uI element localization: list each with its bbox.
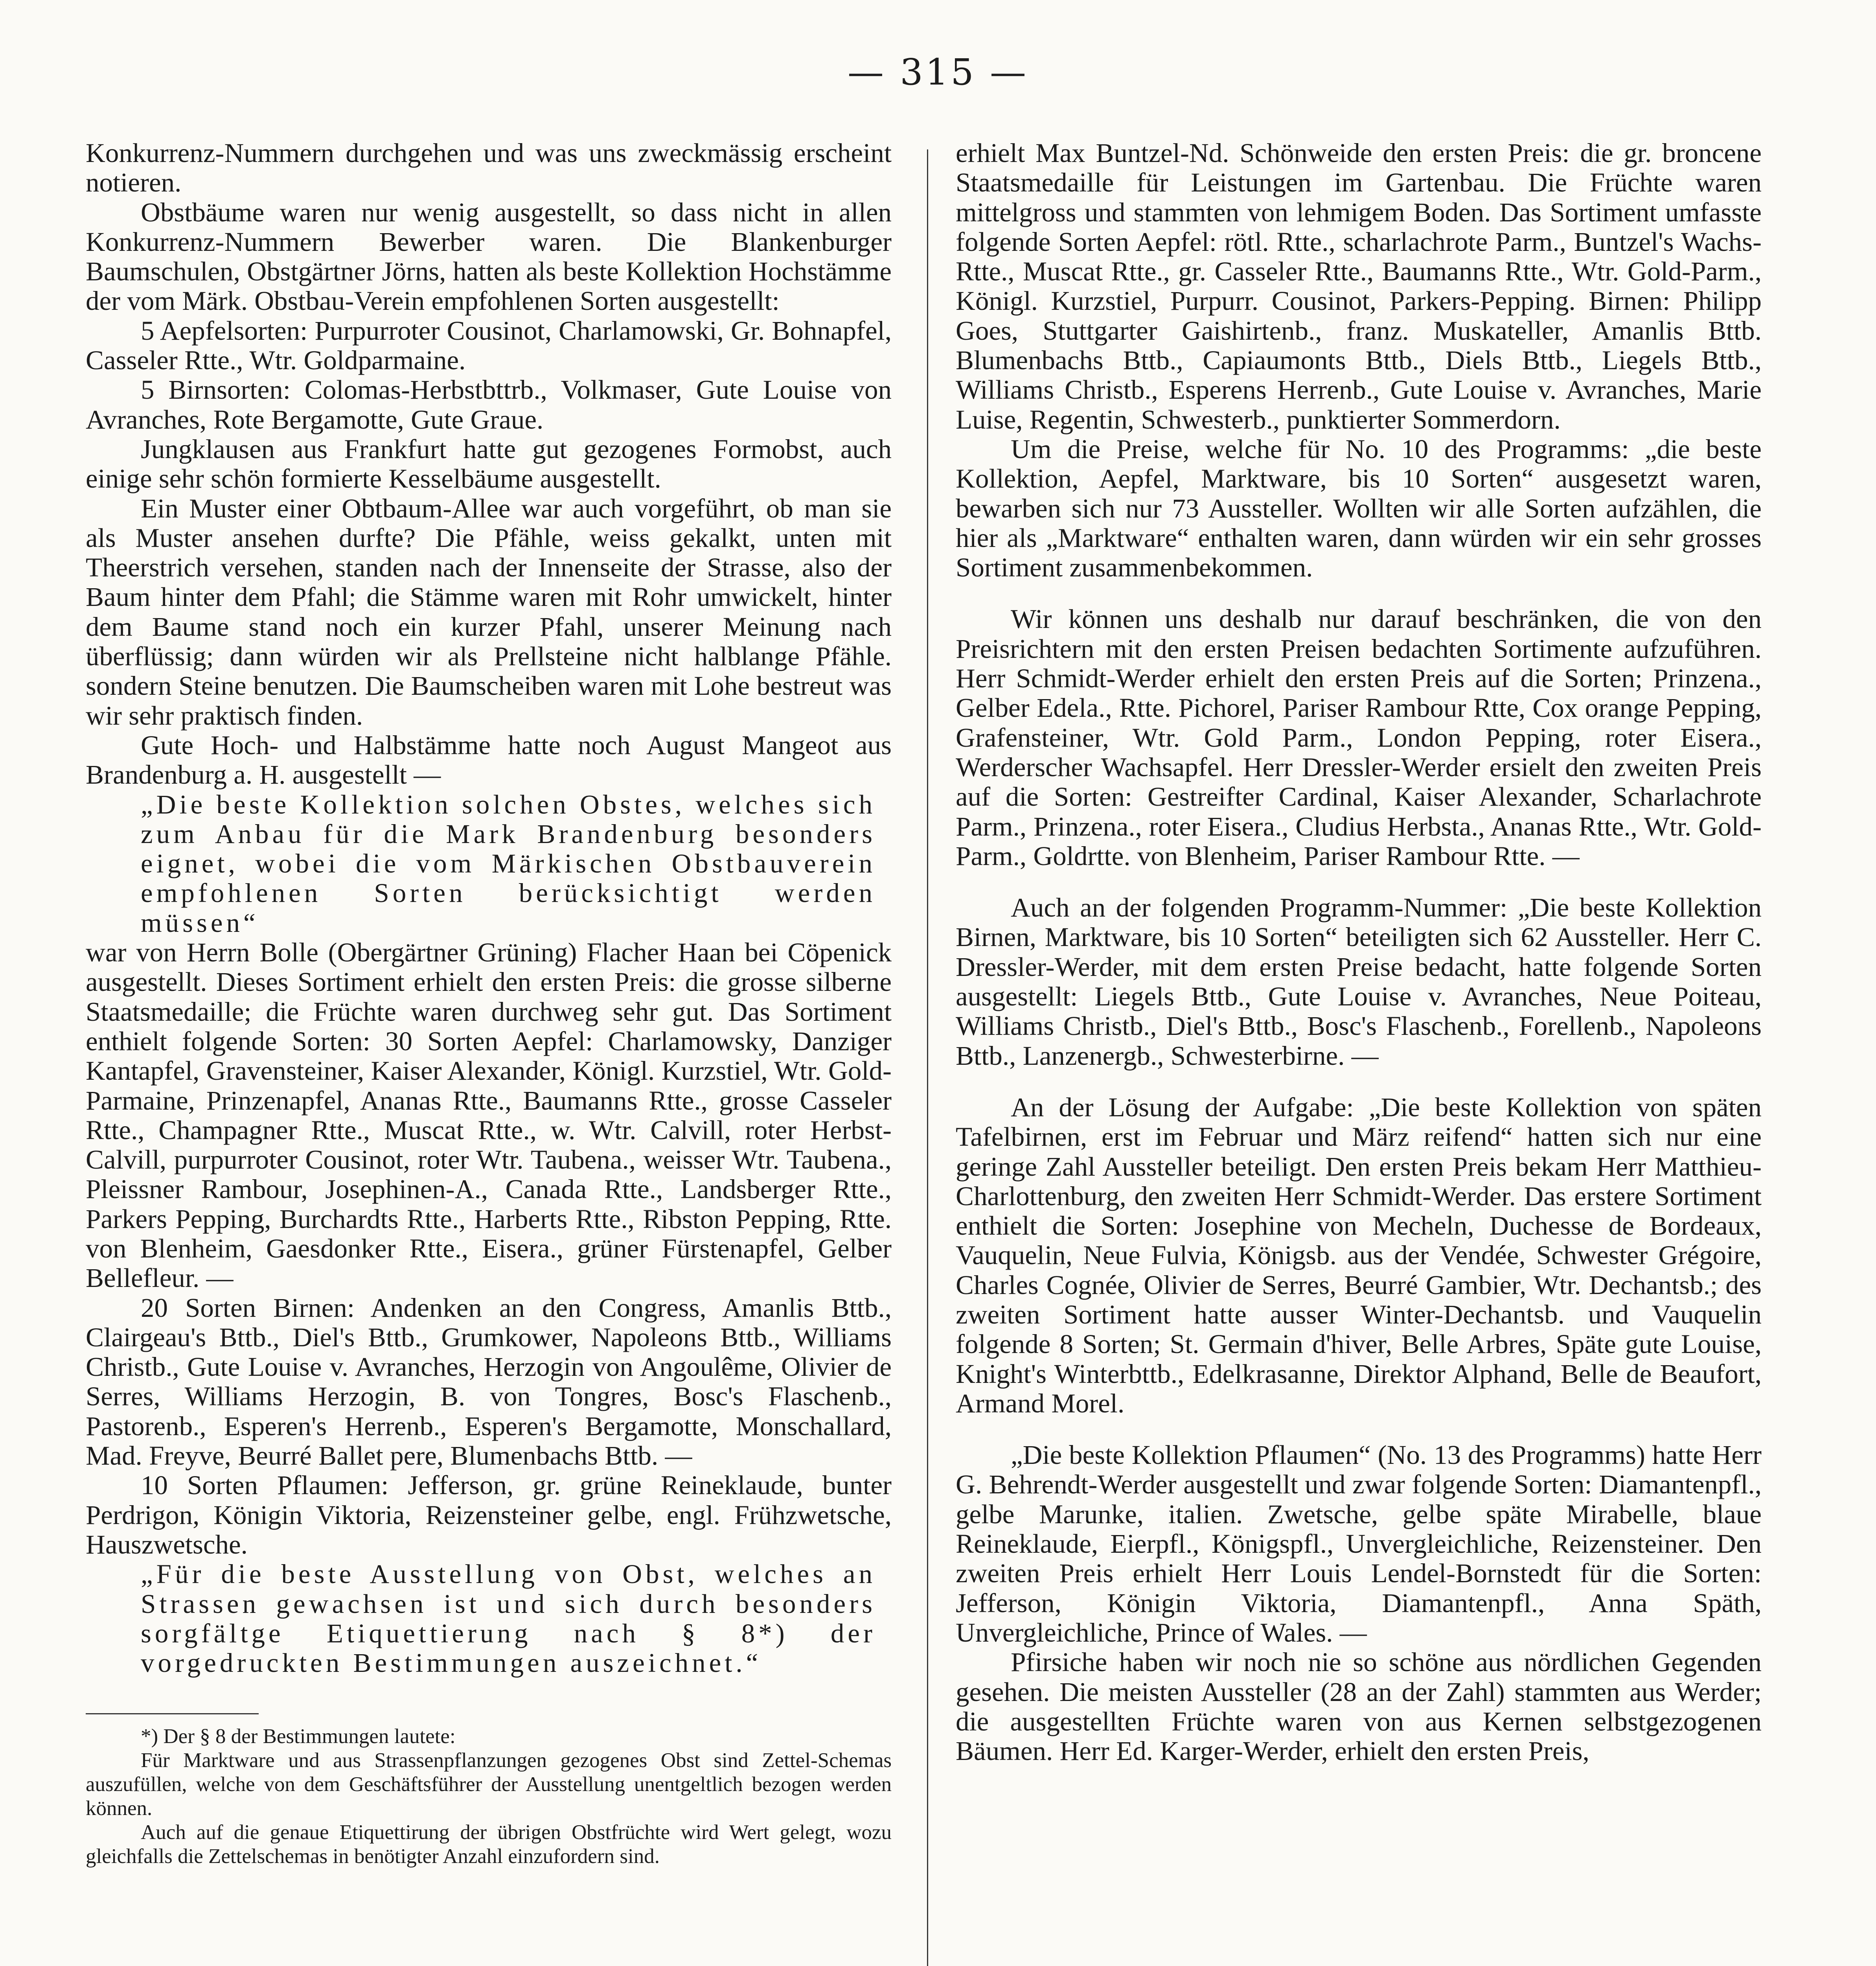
list-item: 5 Aepfelsorten: Purpurroter Cousinot, Charlamowski, Gr. Bohnapfel, Casseler Rtte., Wtr. Goldparmaine. [86, 315, 892, 376]
paragraph: Ein Muster einer Obtbaum-Allee war auch vorgeführt, ob man sie als Muster ansehen durfte? Die Pfähle, weiss gekalkt, unten mit Theerstrich versehen, standen nach der Innenseite der Strasse, also der Baum hinter dem Pfahl; die Stämme waren mit Rohr umwickelt, hinter dem Baume stand noch ein kurzer Pfahl, unserer Meinung nach überflüssig; dann würden wir als Prellsteine nicht halblange Pfähle. sondern Steine benutzen. Die Baumscheiben waren mit Lohe bestreut was wir sehr praktisch finden. [86, 493, 892, 731]
right-column [956, 138, 1762, 1766]
column-divider [927, 149, 928, 1966]
footnote-line: Auch auf die genaue Etiquettirung der übrigen Obstfrüchte wird Wert gelegt, wozu gleichfalls die Zettelschemas in benötigter Anzahl einzufordern sind. [86, 1821, 892, 1868]
paragraph: Konkurrenz-Nummern durchgehen und was uns zweckmässig erscheint notieren. [86, 138, 892, 198]
prize-heading-quote: „Für die beste Ausstellung von Obst, welches an Strassen gewachsen ist und sich durch besonders sorgfältge Etiquettierung nach § 8*) der vorgedruckten Bestimmungen auszeichnet.“ [141, 1559, 876, 1678]
left-column [86, 138, 892, 1868]
paragraph: „Die beste Kollektion Pflaumen“ (No. 13 des Programms) hatte Herr G. Behrendt-Werder ausgestellt und zwar folgende Sorten: Diamantenpfl., gelbe Marunke, italien. Zwetsche, gelbe späte Mirabelle, blaue Reineklaude, Eierpfl., Königspfl., Unvergleichliche, Reizensteiner. Den zweiten Preis erhielt Herr Louis Lendel-Bornstedt für die Sorten: Jefferson, Königin Viktoria, Diamantenpfl., Anna Späth, Unvergleichliche, Prince of Wales. — [956, 1440, 1762, 1648]
prize-heading-quote: „Die beste Kollektion solchen Obstes, welches sich zum Anbau für die Mark Brandenburg besonders eignet, wobei die vom Märkischen Obstbauverein empfohlenen Sorten berücksichtigt werden müssen“ [141, 789, 876, 938]
page-number: — 315 — [847, 51, 1029, 93]
paragraph: war von Herrn Bolle (Obergärtner Grüning) Flacher Haan bei Cöpenick ausgestellt. Dieses Sortiment erhielt den ersten Preis: die grosse silberne Staatsmedaille; die Früchte waren durchweg sehr gut. Das Sortiment enthielt folgende Sorten: 30 Sorten Aepfel: Charlamowsky, Danziger Kantapfel, Gravensteiner, Kaiser Alexander, Königl. Kurzstiel, Wtr. Gold-Parmaine, Prinzenapfel, Ananas Rtte., Baumanns Rtte., grosse Casseler Rtte., Champagner Rtte., Muscat Rtte., w. Wtr. Calvill, roter Herbst-Calvill, purpurroter Cousinot, roter Wtr. Taubena., weisser Wtr. Taubena., Pleissner Rambour, Josephinen-A., Canada Rtte., Landsberger Rtte., Parkers Pepping, Burchardts Rtte., Harberts Rtte., Ribston Pepping, Rtte. von Blenheim, Gaesdonker Rtte., Eisera., grüner Fürstenapfel, Gelber Bellefleur. — [86, 937, 892, 1293]
footnote-line: Für Marktware und aus Strassenpflanzungen gezogenes Obst sind Zettel-Schemas auszufüllen, welche von dem Geschäftsführer der Ausstellung unentgeltlich bezogen werden können. [86, 1749, 892, 1820]
paragraph: Jungklausen aus Frankfurt hatte gut gezogenes Formobst, auch einige sehr schön formierte Kesselbäume ausgestellt. [86, 434, 892, 494]
paragraph: 10 Sorten Pflaumen: Jefferson, gr. grüne Reineklaude, bunter Perdrigon, Königin Viktoria, Reizensteiner gelbe, engl. Frühzwetsche, Hauszwetsche. [86, 1470, 892, 1559]
paragraph: Obstbäume waren nur wenig ausgestellt, so dass nicht in allen Konkurrenz-Nummern Bewerber waren. Die Blankenburger Baumschulen, Obstgärtner Jörns, hatten als beste Kollektion Hochstämme der vom Märk. Obstbau-Verein empfohlenen Sorten ausgestellt: [86, 197, 892, 316]
paragraph: An der Lösung der Aufgabe: „Die beste Kollektion von späten Tafelbirnen, erst im Februar und März reifend“ hatten sich nur eine geringe Zahl Aussteller beteiligt. Den ersten Preis bekam Herr Matthieu-Charlottenburg, den zweiten Herr Schmidt-Werder. Das erstere Sortiment enthielt die Sorten: Josephine von Mecheln, Duchesse de Bordeaux, Vauquelin, Neue Fulvia, Königsb. aus der Vendée, Schwester Grégoire, Charles Cognée, Olivier de Serres, Beurré Gambier, Wtr. Dechantsb.; des zweiten Sortiment hatte ausser Winter-Dechantsb. und Vauquelin folgende 8 Sorten; St. Germain d'hiver, Belle Arbres, Späte gute Louise, Knight's Winterbttb., Edelkrasanne, Direktor Alphand, Belle de Beaufort, Armand Morel. [956, 1092, 1762, 1418]
paragraph: Um die Preise, welche für No. 10 des Programms: „die beste Kollektion, Aepfel, Marktware, bis 10 Sorten“ ausgesetzt waren, bewarben sich nur 73 Aussteller. Wollten wir alle Sorten aufzählen, die hier als „Marktware“ enthalten waren, dann würden wir ein sehr grosses Sortiment zusammenbekommen. [956, 434, 1762, 583]
footnote-line: *) Der § 8 der Bestimmungen lautete: [141, 1725, 456, 1748]
footnote-rule [86, 1713, 259, 1714]
paragraph: Wir können uns deshalb nur darauf beschränken, die von den Preisrichtern mit den ersten Preisen bedachten Sortimente aufzuführen. Herr Schmidt-Werder erhielt den ersten Preis auf die Sorten; Prinzena., Gelber Edela., Rtte. Pichorel, Pariser Rambour Rtte, Cox orange Pepping, Grafensteiner, Wtr. Gold Parm., London Pepping, roter Eisera., Werderscher Wachsapfel. Herr Dressler-Werder ersielt den zweiten Preis auf die Sorten: Gestreifter Cardinal, Kaiser Alexander, Scharlachrote Parm., Prinzena., roter Eisera., Cludius Herbsta., Ananas Rtte., Wtr. Gold-Parm., Goldrtte. von Blenheim, Pariser Rambour Rtte. — [956, 604, 1762, 871]
list-item: 5 Birnsorten: Colomas-Herbstbttrb., Volkmaser, Gute Louise von Avranches, Rote Bergamotte, Gute Graue. [86, 375, 892, 434]
paragraph: erhielt Max Buntzel-Nd. Schönweide den ersten Preis: die gr. broncene Staatsmedaille für Leistungen im Gartenbau. Die Früchte waren mittelgross und stammten von lehmigem Boden. Das Sortiment umfasste folgende Sorten Aepfel: rötl. Rtte., scharlachrote Parm., Buntzel's Wachs-Rtte., Muscat Rtte., gr. Casseler Rtte., Baumanns Rtte., Wtr. Gold-Parm., Königl. Kurzstiel, Purpurr. Cousinot, Parkers-Pepping. Birnen: Philipp Goes, Stuttgarter Gaishirtenb., franz. Muskateller, Amanlis Bttb. Blumenbachs Bttb., Capiaumonts Bttb., Diels Bttb., Liegels Bttb., Williams Christb., Esperens Herrenb., Gute Louise v. Avranches, Marie Luise, Regentin, Schwesterb., punktierter Sommerdorn. [956, 138, 1762, 434]
paragraph: 20 Sorten Birnen: Andenken an den Congress, Amanlis Bttb., Clairgeau's Bttb., Diel's Bttb., Grumkower, Napoleons Bttb., Williams Christb., Gute Louise v. Avranches, Herzogin von Angoulême, Olivier de Serres, Williams Herzogin, B. von Tongres, Bosc's Flaschenb., Pastorenb., Esperen's Herrenb., Esperen's Bergamotte, Monschallard, Mad. Freyve, Beurré Ballet pere, Blumenbachs Bttb. — [86, 1292, 892, 1471]
paragraph: Gute Hoch- und Halbstämme hatte noch August Mangeot aus Brandenburg a. H. ausgestellt — [86, 730, 892, 790]
paragraph: Auch an der folgenden Programm-Nummer: „Die beste Kollektion Birnen, Marktware, bis 10 Sorten“ beteiligten sich 62 Aussteller. Herr C. Dressler-Werder, mit dem ersten Preise bedacht, hatte folgende Sorten ausgestellt: Liegels Bttb., Gute Louise v. Avranches, Neue Poiteau, Williams Christb., Diel's Bttb., Bosc's Flaschenb., Forellenb., Napoleons Bttb., Lanzenergb., Schwesterbirne. — [956, 893, 1762, 1071]
paragraph: Pfirsiche haben wir noch nie so schöne aus nördlichen Gegenden gesehen. Die meisten Aussteller (28 an der Zahl) stammten aus Werder; die ausgestellten Früchte waren von aus Kernen selbstgezogenen Bäumen. Herr Ed. Karger-Werder, erhielt den ersten Preis, [956, 1647, 1762, 1766]
footnote [86, 1725, 892, 1868]
